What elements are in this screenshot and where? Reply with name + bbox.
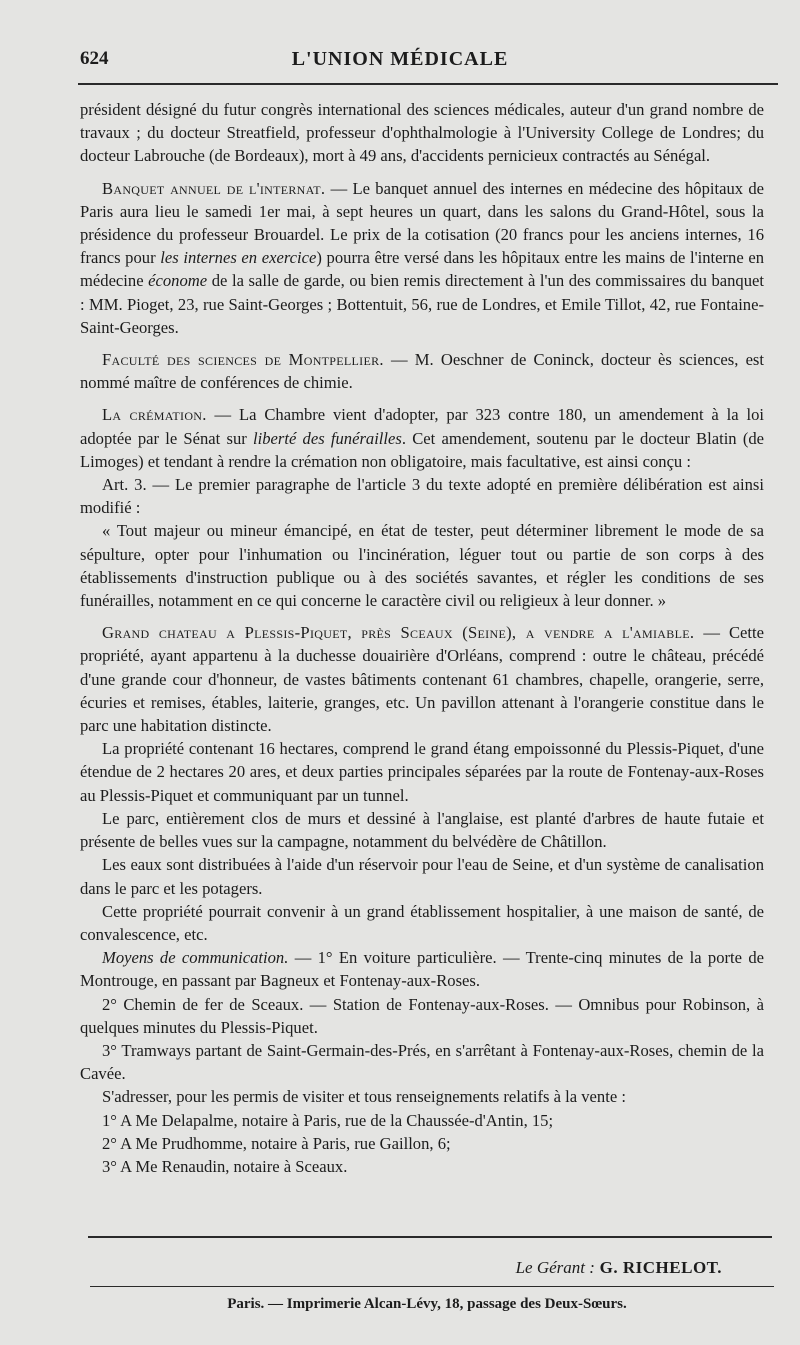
paragraph-chemin-de-fer: 2° Chemin de fer de Sceaux. — Station de Fontenay-aux-Roses. — Omnibus pour Robinson, à quelques minutes du Plessis-Piquet. bbox=[80, 994, 764, 1037]
banquet-text-c: de la salle de garde, ou bien remis directement à l'un des commissaires du banquet : MM. Pioget, 23, rue Saint-Georges ; Bottentuit, 56, rue de Londres, et Emile Tillot, 42, rue Fontaine-Saint-Georges. bbox=[80, 271, 764, 337]
faculte-text: — M. Oeschner de Coninck, docteur ès sciences, est nommé maître de conférences de chimie. bbox=[80, 350, 765, 393]
paragraph-convenir: Cette propriété pourrait convenir à un grand établissement hospitalier, à une maison de santé, de convalescence, etc. bbox=[80, 901, 764, 944]
paragraph-quote: « Tout majeur ou mineur émancipé, en état de tester, peut déterminer librement le mode de sa sépulture, opter pour l'inhumation ou l'incinération, léguer tout ou partie de son corps à des établissements d'instruction publique ou à des sociétés savantes, et régler les conditions de ses funérailles, notamment en ce qui concerne le caractère civil ou religieux à leur donner. » bbox=[80, 521, 764, 611]
paragraph-obituary-continuation: président désigné du futur congrès international des sciences médicales, auteur d'un grand nombre de travaux ; du docteur Streatfield, professeur d'ophthalmologie à l'University College de Londres; du docteur Labrouche (de Bordeaux), mort à 49 ans, d'accidents pernicieux contractés au Sénégal. bbox=[80, 100, 764, 166]
paragraph-eaux: Les eaux sont distribuées à l'aide d'un réservoir pour l'eau de Seine, et d'un système de canalisation dans le parc et les potagers. bbox=[80, 855, 764, 898]
printer-imprint: Paris. — Imprimerie Alcan-Lévy, 18, passage des Deux-Sœurs. bbox=[227, 1296, 627, 1312]
paragraph-moyens bbox=[80, 946, 764, 992]
article-body bbox=[80, 98, 764, 1178]
header-rule bbox=[78, 83, 778, 85]
list-item-notaire-1: 1° A Me Delapalme, notaire à Paris, rue de la Chaussée-d'Antin, 15; bbox=[102, 1110, 554, 1130]
paragraph-tramways: 3° Tramways partant de Saint-Germain-des-Prés, en s'arrêtant à Fontenay-aux-Roses, chemin de la Cavée. bbox=[80, 1040, 764, 1084]
running-title: L'UNION MÉDICALE bbox=[291, 48, 509, 70]
list-item-notaire-3: 3° A Me Renaudin, notaire à Sceaux. bbox=[102, 1156, 348, 1176]
paragraph-cremation bbox=[80, 403, 764, 473]
banquet-italic-econome: économe bbox=[148, 271, 208, 291]
gerant-name: G. RICHELOT. bbox=[594, 1258, 722, 1277]
banquet-text-b: ) pourra être versé dans les hôpitaux entre les mains de l'interne en médecine bbox=[80, 248, 764, 291]
moyens-label: Moyens de communication. bbox=[102, 948, 289, 968]
paragraph-banquet bbox=[80, 177, 764, 339]
gerant-signature bbox=[460, 1258, 722, 1278]
section-heading-chateau: Grand chateau a Plessis-Piquet, près Sceaux (Seine), a vendre a l'amiable. bbox=[102, 623, 695, 643]
banquet-italic-internes: les internes en exercice bbox=[160, 248, 317, 268]
moyens-text: — 1° En voiture particulière. — Trente-cinq minutes de la porte de Montrouge, en passant par Bagneux et Fontenay-aux-Roses. bbox=[80, 948, 765, 991]
paragraph-adresser: S'adresser, pour les permis de visiter et tous renseignements relatifs à la vente : bbox=[102, 1087, 626, 1107]
cremation-text-b: . Cet amendement, soutenu par le docteur Blatin (de Limoges) et tendant à rendre la crémation non obligatoire, mais facultative, est ainsi conçu : bbox=[80, 428, 765, 471]
paragraph-chateau bbox=[80, 621, 764, 737]
gerant-label: Le Gérant : bbox=[515, 1258, 595, 1277]
cremation-italic-liberte: liberté des funérailles bbox=[253, 428, 402, 448]
list-item-notaire-2: 2° A Me Prudhomme, notaire à Paris, rue Gaillon, 6; bbox=[102, 1133, 451, 1153]
page-header bbox=[0, 40, 800, 80]
paragraph-parc: Le parc, entièrement clos de murs et dessiné à l'anglaise, est planté d'arbres de haute futaie et présente de belles vues sur la campagne, notamment du belvédère de Châtillon. bbox=[80, 808, 764, 852]
paragraph-article-3: Art. 3. — Le premier paragraphe de l'article 3 du texte adopté en première délibération est ainsi modifié : bbox=[80, 475, 764, 518]
cremation-text-a: — La Chambre vient d'adopter, par 323 contre 180, un amendement à la loi adoptée par le Sénat sur bbox=[80, 405, 764, 448]
section-heading-banquet: Banquet annuel de l'internat. bbox=[102, 178, 326, 198]
banquet-text-a: — Le banquet annuel des internes en médecine des hôpitaux de Paris aura lieu le samedi 1er mai, à sept heures un quart, dans les salons du Grand-Hôtel, sous la présidence du professeur Brouardel. Le prix de la cotisation (20 francs pour les anciens internes, 16 francs pour bbox=[80, 178, 764, 268]
paragraph-propriete: La propriété contenant 16 hectares, comprend le grand étang empoissonné du Plessis-Piquet, d'une étendue de 2 hectares 20 ares, et deux parties principales séparées par la route de Fontenay-aux-Roses au Plessis-Piquet et communiquant par un tunnel. bbox=[80, 739, 764, 805]
page-number: 624 bbox=[80, 48, 109, 69]
paragraph-faculte bbox=[80, 348, 764, 394]
section-heading-cremation: La crémation. bbox=[102, 405, 207, 425]
chateau-text: — Cette propriété, ayant appartenu à la duchesse douairière d'Orléans, comprend : outre le château, précédé d'une grande cour d'honneur, de vastes bâtiments contenant 61 chambres, chapelle, orangerie, serre, écuries et remises, étables, laiterie, granges, etc. Un pavillon attenant à l'orangerie constitue dans le parc une habitation distincte. bbox=[80, 623, 764, 736]
imprint-rule bbox=[90, 1286, 774, 1287]
section-heading-faculte: Faculté des sciences de Montpellier. bbox=[102, 350, 384, 370]
footer-rule bbox=[88, 1236, 772, 1238]
